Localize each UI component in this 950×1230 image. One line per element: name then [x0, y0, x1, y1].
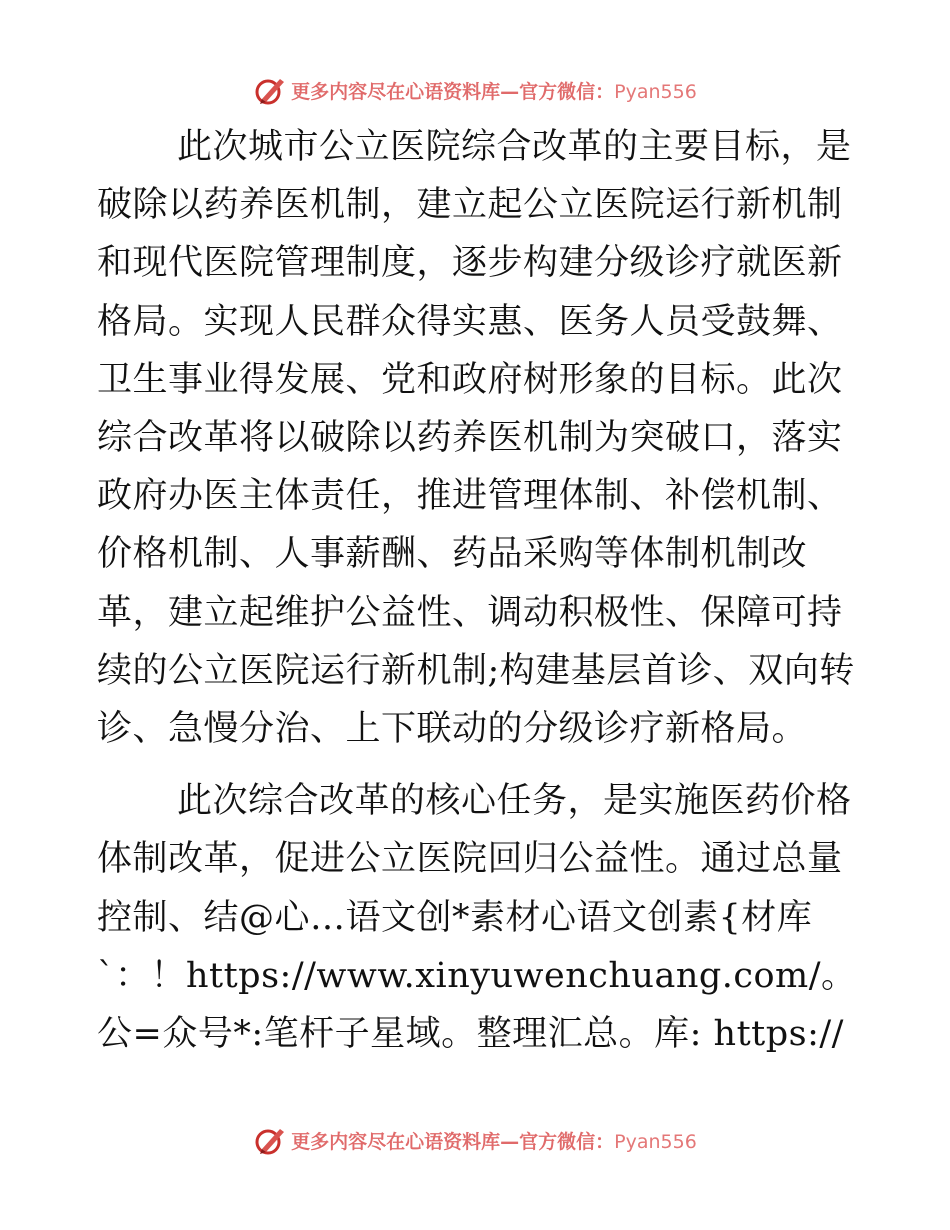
- banner-label: 更多内容尽在心语资料库—官方微信：: [291, 80, 615, 103]
- red-pen-logo-icon: [253, 1123, 287, 1157]
- footer-banner: [0, 1120, 950, 1160]
- banner-label: 更多内容尽在心语资料库—官方微信：: [291, 1130, 615, 1153]
- banner-text: [291, 77, 697, 104]
- banner-wechat-id: Pyan556: [614, 1130, 697, 1153]
- banner-text: [291, 1127, 697, 1154]
- header-banner: [0, 70, 950, 110]
- document-body: [97, 118, 857, 1063]
- red-pen-logo-icon: [253, 73, 287, 107]
- paragraph-2: 此次综合改革的核心任务，是实施医药价格体制改革，促进公立医院回归公益性。通过总量控制、结@心…语文创*素材心语文创素{材库`：！https://www.xinyuwenchuang.com/。公=众号*:笔杆子星域。整理汇总。库: https://: [97, 781, 857, 1055]
- banner-wechat-id: Pyan556: [614, 80, 697, 103]
- paragraph-1: 此次城市公立医院综合改革的主要目标，是破除以药养医机制，建立起公立医院运行新机制和现代医院管理制度，逐步构建分级诊疗就医新格局。实现人民群众得实惠、医务人员受鼓舞、卫生事业得发展、党和政府树形象的目标。此次综合改革将以破除以药养医机制为突破口，落实政府办医主体责任，推进管理体制、补偿机制、价格机制、人事薪酬、药品采购等体制机制改革，建立起维护公益性、调动积极性、保障可持续的公立医院运行新机制;构建基层首诊、双向转诊、急慢分治、上下联动的分级诊疗新格局。: [97, 127, 855, 750]
